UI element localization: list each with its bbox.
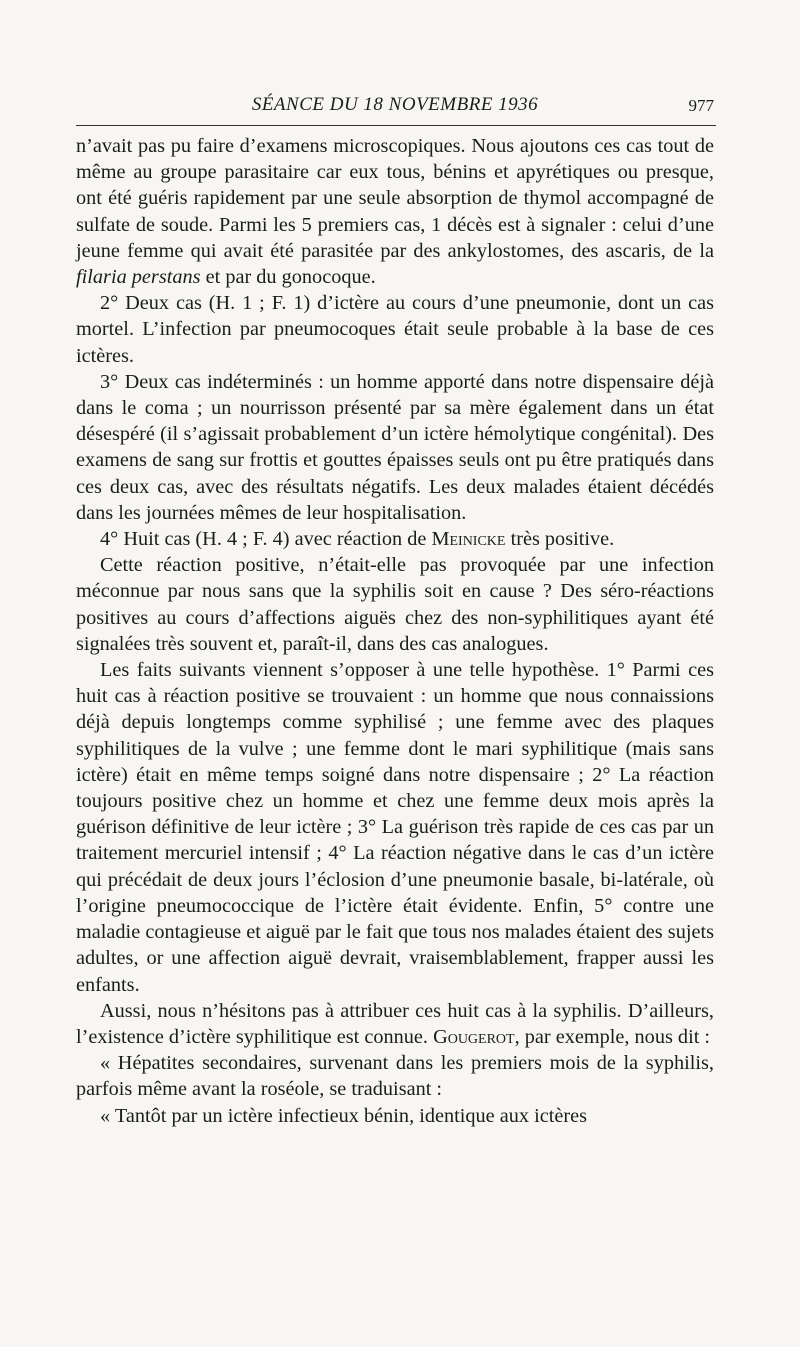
paragraph-7-end: , par exemple, nous dit : — [514, 1025, 711, 1048]
species-name-italic: filaria perstans — [76, 266, 201, 289]
paragraph-6: Les faits suivants viennent s’opposer à une telle hypothèse. 1° Parmi ces huit cas à réaction positive se trouvaient : un homme que nous connaissions déjà depuis longtemps comme syphilisé ; une femme avec des plaques syphilitiques de la vulve ; une femme dont le mari syphilitique (mais sans ictère) était en même temps soigné dans notre dispensaire ; 2° La réaction toujours positive chez un homme et chez une femme deux mois après la guérison définitive de leur ictère ; 3° La guérison très rapide de ces cas par un traitement mercuriel intensif ; 4° La réaction négative dans le cas d’un ictère qui précédait de deux jours l’éclosion d’une pneumonie basale, bi-latérale, où l’origine pneumococcique de l’ictère était évidente. Enfin, 5° contre une maladie contagieuse et aiguë par le fait que tous nos malades étaient des sujets adultes, or une affection aiguë devrait, vraisemblablement, frapper aussi les enfants. — [76, 659, 714, 996]
author-name-gougerot: Gougerot — [433, 1025, 515, 1048]
paragraph-7-text: Aussi, nous n’hésitons pas à attribuer ces huit cas à la syphilis. D’ailleurs, l’existence d’ictère syphilitique est connue. — [76, 999, 714, 1048]
author-name-meinicke: Meinicke — [431, 528, 506, 551]
paragraph-1-text: n’avait pas pu faire d’examens microscopiques. Nous ajoutons ces cas tout de même au groupe parasitaire car eux tous, bénins et apyrétiques ou presque, ont été guéris rapidement par une seule absorption de thymol accompagné de sulfate de soude. Parmi les 5 premiers cas, 1 décès est à signaler : celui d’une jeune femme qui avait été parasitée par des ankylostomes, des ascaris, de la — [76, 135, 714, 262]
paragraph-8: « Hépatites secondaires, survenant dans les premiers mois de la syphilis, parfois même avant la roséole, se traduisant : — [76, 1052, 714, 1101]
paragraph-7 — [76, 998, 714, 1050]
running-title: SÉANCE DU 18 NOVEMBRE 1936 — [251, 94, 539, 115]
paragraph-1 — [76, 133, 714, 290]
paragraph-5: Cette réaction positive, n’était-elle pas provoquée par une infection méconnue par nous sans que la syphilis soit en cause ? Des séro-réactions positives au cours d’affections aiguës chez des non-syphilitiques ayant été signalées très souvent et, paraît-il, dans des cas analogues. — [76, 554, 714, 655]
paragraph-4-end: très positive. — [510, 528, 615, 551]
paragraph-4-text: 4° Huit cas (H. 4 ; F. 4) avec réaction de — [100, 528, 427, 551]
paragraph-1-end: et par du gonocoque. — [205, 266, 376, 289]
header-rule — [76, 125, 716, 126]
paragraph-3: 3° Deux cas indéterminés : un homme apporté dans notre dispensaire déjà dans le coma ; un nourrisson présenté par sa mère également dans un état désespéré (il s’agissait probablement d’un ictère hémolytique congénital). Des examens de sang sur frottis et gouttes épaisses seuls ont pu être pratiqués dans ces deux cas, avec des résultats négatifs. Les deux malades étaient décédés dans les journées mêmes de leur hospitalisation. — [76, 370, 714, 524]
body-text — [76, 133, 714, 1129]
page-header — [76, 94, 714, 120]
paragraph-2: 2° Deux cas (H. 1 ; F. 1) d’ictère au cours d’une pneumonie, dont un cas mortel. L’infection par pneumocoques était seule probable à la base de ces ictères. — [76, 292, 714, 367]
page-number: 977 — [688, 96, 714, 115]
paragraph-4 — [76, 526, 714, 552]
paragraph-9: « Tantôt par un ictère infectieux bénin, identique aux ictères — [100, 1104, 588, 1127]
